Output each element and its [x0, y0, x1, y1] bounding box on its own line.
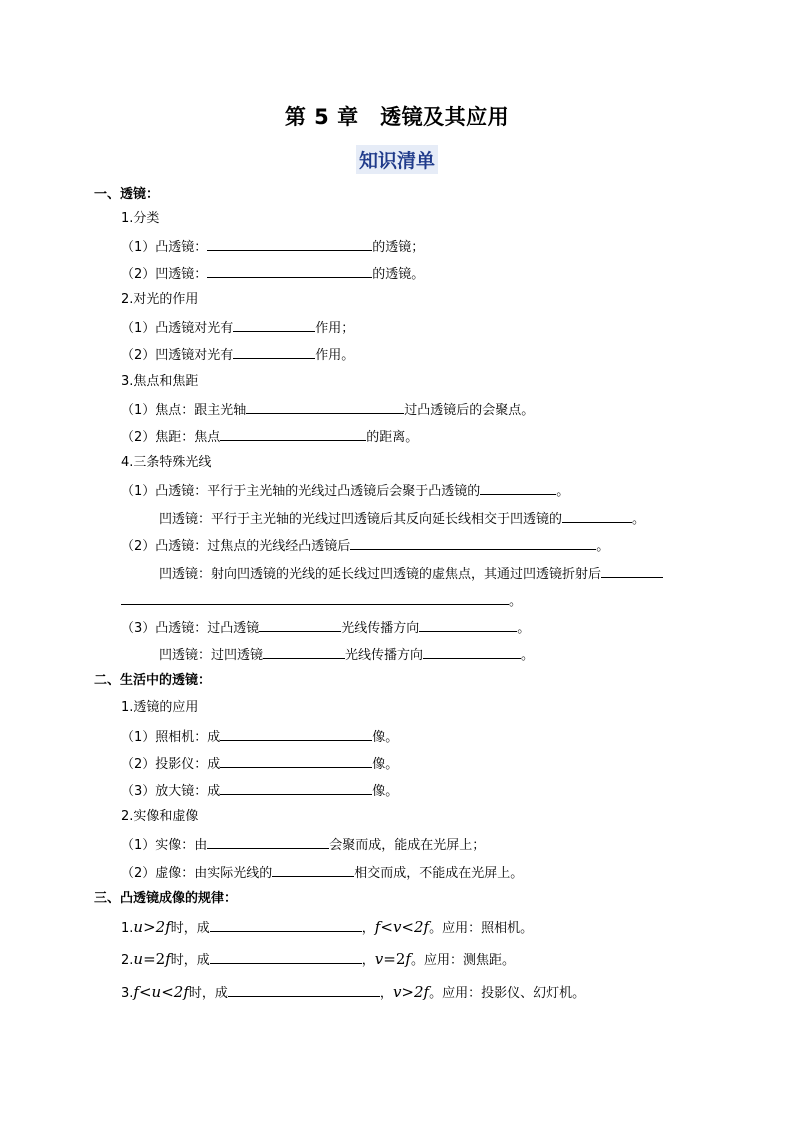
math-lt: <: [161, 983, 174, 1001]
math-v: v: [392, 918, 402, 936]
s1-l3-prefix: （1）凸透镜对光有: [121, 321, 234, 336]
s3-rule-3: [121, 983, 585, 1003]
fill-blank[interactable]: [419, 618, 517, 632]
s1-l6-prefix: （2）焦距：焦点: [121, 430, 221, 445]
s2-l2-suffix: 像。: [372, 757, 399, 772]
s1-line-4: [121, 345, 354, 365]
fill-blank[interactable]: [480, 481, 556, 495]
fill-blank[interactable]: [272, 863, 354, 877]
s1-line-13: [159, 645, 534, 665]
s2-line-4: [121, 835, 485, 855]
fill-blank[interactable]: [562, 509, 632, 523]
fill-blank[interactable]: [207, 264, 372, 278]
s1-line-1: [121, 237, 424, 257]
s2-l2-prefix: （2）投影仪：成: [121, 757, 221, 772]
math-lt: <: [401, 918, 414, 936]
rule-number: 2.: [121, 953, 134, 968]
section-3-heading: 三、凸透镜成像的规律：: [94, 891, 238, 906]
math-eq: =2: [383, 950, 406, 968]
s1-l5-suffix: 过凸透镜后的会聚点。: [404, 403, 535, 418]
math-2f: 2f: [414, 983, 430, 1001]
comma: ，: [361, 921, 375, 936]
s1-sub-2: 2.对光的作用: [121, 292, 199, 307]
math-f: f: [165, 950, 171, 968]
s1-l8-prefix: 凹透镜：平行于主光轴的光线过凹透镜后其反向延长线相交于凹透镜的: [159, 512, 563, 527]
page-title: 第 5 章 透镜及其应用: [284, 105, 510, 129]
fill-blank[interactable]: [220, 727, 372, 741]
math-f: f: [405, 950, 411, 968]
fill-blank[interactable]: [263, 645, 345, 659]
math-lt: <: [380, 918, 393, 936]
math-gt: >: [143, 918, 156, 936]
math-u: u: [151, 983, 162, 1001]
s1-line-2: [121, 264, 424, 284]
s2-line-3: [121, 781, 398, 801]
s1-sub-1: 1.分类: [121, 211, 160, 226]
s3-rule-2: [121, 950, 515, 970]
fill-blank[interactable]: [210, 950, 362, 964]
fill-blank[interactable]: [220, 754, 372, 768]
math-eq: =2: [143, 950, 166, 968]
s1-line-6: [121, 427, 418, 447]
rule-application: 。应用：投影仪、幻灯机。: [429, 986, 586, 1001]
comma: ，: [379, 986, 393, 1001]
s1-line-8: [159, 509, 645, 529]
rule-text: 时，成: [170, 953, 210, 968]
math-f: f: [374, 918, 381, 936]
math-2f: 2f: [155, 918, 171, 936]
s1-l7-suffix: 。: [556, 484, 570, 499]
s2-sub-1: 1.透镜的应用: [121, 700, 199, 715]
comma: ，: [361, 953, 375, 968]
math-v: v: [392, 983, 402, 1001]
s2-line-2: [121, 754, 398, 774]
fill-blank[interactable]: [233, 318, 315, 332]
s1-sub-3: 3.焦点和焦距: [121, 374, 199, 389]
s1-line-5: [121, 400, 534, 420]
s1-l11-suffix: 。: [509, 594, 523, 609]
s1-l6-suffix: 的距离。: [366, 430, 419, 445]
fill-blank[interactable]: [210, 918, 362, 932]
s1-l13-mid: 光线传播方向: [345, 648, 424, 663]
s1-l8-suffix: 。: [632, 512, 646, 527]
rule-application: 。应用：照相机。: [429, 921, 534, 936]
math-u: u: [133, 950, 144, 968]
s1-l13-prefix: 凹透镜：过凹透镜: [159, 648, 264, 663]
fill-blank[interactable]: [220, 781, 372, 795]
rule-number: 1.: [121, 921, 134, 936]
s2-l5-prefix: （2）虚像：由实际光线的: [121, 866, 273, 881]
s1-line-12: [121, 618, 530, 638]
fill-blank[interactable]: [259, 618, 341, 632]
subtitle-wrap: [0, 145, 794, 174]
rule-application: 。应用：测焦距。: [410, 953, 515, 968]
math-lt: <: [138, 983, 152, 1001]
math-gt: >: [401, 983, 414, 1001]
s1-line-10: [159, 564, 663, 584]
fill-blank[interactable]: [423, 645, 521, 659]
s1-line-11: [121, 591, 522, 611]
s2-l3-suffix: 像。: [372, 784, 399, 799]
section-2-heading: 二、生活中的透镜：: [94, 673, 212, 688]
math-u: u: [133, 918, 144, 936]
s1-line-7: [121, 481, 569, 501]
math-2f: 2f: [173, 983, 189, 1001]
s2-line-5: [121, 863, 523, 883]
s1-l9-prefix: （2）凸透镜：过焦点的光线经凸透镜后: [121, 539, 351, 554]
rule-text: 时，成: [188, 986, 228, 1001]
math-f: f: [133, 983, 139, 1001]
s2-l4-prefix: （1）实像：由: [121, 838, 208, 853]
s1-l12-prefix: （3）凸透镜：过凸透镜: [121, 621, 260, 636]
s2-sub-2: 2.实像和虚像: [121, 809, 199, 824]
fill-blank[interactable]: [121, 591, 509, 605]
s2-l3-prefix: （3）放大镜：成: [121, 784, 221, 799]
fill-blank[interactable]: [207, 835, 329, 849]
s1-l7-prefix: （1）凸透镜：平行于主光轴的光线过凸透镜后会聚于凸透镜的: [121, 484, 481, 499]
s1-l3-suffix: 作用；: [315, 321, 355, 336]
s1-l9-suffix: 。: [596, 539, 610, 554]
section-subtitle: 知识清单: [356, 145, 438, 174]
section-1-heading: 一、透镜：: [94, 187, 160, 202]
math-2f: 2f: [414, 918, 430, 936]
fill-blank[interactable]: [228, 983, 380, 997]
math-v: v: [374, 950, 384, 968]
fill-blank[interactable]: [246, 400, 404, 414]
rule-text: 时，成: [170, 921, 210, 936]
s1-line-3: [121, 318, 354, 338]
fill-blank[interactable]: [220, 427, 366, 441]
s1-l1-suffix: 的透镜；: [372, 240, 425, 255]
s1-l2-suffix: 的透镜。: [372, 267, 425, 282]
s1-sub-4: 4.三条特殊光线: [121, 455, 212, 470]
fill-blank[interactable]: [207, 237, 372, 251]
fill-blank[interactable]: [350, 536, 596, 550]
s1-l4-suffix: 作用。: [315, 348, 355, 363]
s2-l1-prefix: （1）照相机：成: [121, 730, 221, 745]
s2-l1-suffix: 像。: [372, 730, 399, 745]
s2-l5-suffix: 相交而成，不能成在光屏上。: [354, 866, 524, 881]
s1-l12-suffix: 。: [517, 621, 531, 636]
s1-l5-prefix: （1）焦点：跟主光轴: [121, 403, 247, 418]
s1-l13-suffix: 。: [521, 648, 535, 663]
s1-line-9: [121, 536, 609, 556]
s2-line-1: [121, 727, 398, 747]
rule-number: 3.: [121, 986, 134, 1001]
s1-l2-prefix: （2）凹透镜：: [121, 267, 208, 282]
fill-blank[interactable]: [233, 345, 315, 359]
s3-rule-1: [121, 918, 533, 938]
fill-blank[interactable]: [601, 564, 663, 578]
s2-l4-suffix: 会聚而成，能成在光屏上；: [329, 838, 486, 853]
s1-l10-prefix: 凹透镜：射向凹透镜的光线的延长线过凹透镜的虚焦点，其通过凹透镜折射后: [159, 567, 602, 582]
s1-l4-prefix: （2）凹透镜对光有: [121, 348, 234, 363]
s1-l12-mid: 光线传播方向: [341, 621, 420, 636]
s1-l1-prefix: （1）凸透镜：: [121, 240, 208, 255]
